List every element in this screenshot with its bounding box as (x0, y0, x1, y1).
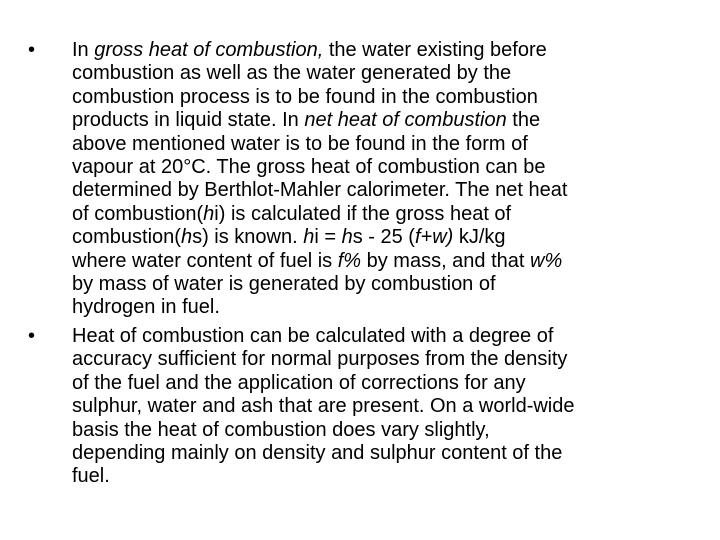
text-line (72, 372, 696, 395)
text-line (72, 203, 696, 226)
italic-text-run: h (341, 226, 353, 249)
bullet-item (28, 39, 696, 320)
text-line (72, 179, 696, 202)
text-run: by mass, and that (361, 249, 531, 272)
text-run: sulphur, water and ash that are present. On a world-wide (72, 395, 575, 418)
italic-text-run: net heat of combustion (304, 109, 507, 132)
text-line (72, 296, 696, 319)
text-run: of the fuel and the application of corrections for any (72, 371, 526, 394)
text-run: products in liquid state. In (72, 109, 305, 132)
text-run: hydrogen in fuel. (72, 296, 220, 319)
text-run: i) is calculated if the gross heat of (214, 202, 512, 225)
text-run: combustion process is to be found in the combustion (72, 85, 538, 108)
italic-text-run: h (180, 226, 193, 249)
italic-text-run: h (203, 202, 215, 225)
text-run: Heat of combustion can be calculated with a degree of (72, 324, 554, 347)
text-line (72, 465, 696, 488)
text-line (72, 133, 696, 156)
text-line (72, 109, 696, 132)
text-line (72, 442, 696, 465)
italic-text-run: h (303, 226, 315, 249)
text-run: where water content of fuel is (72, 249, 338, 272)
text-run: kJ/kg (453, 226, 506, 249)
text-run: accuracy sufficient for normal purposes from the density (72, 348, 568, 371)
text-line (72, 273, 696, 296)
text-line (72, 156, 696, 179)
text-line (72, 226, 696, 249)
text-run: basis the heat of combustion does vary slightly, (72, 418, 490, 441)
bullet-text (72, 39, 696, 320)
text-run: depending mainly on density and sulphur content of the (72, 441, 563, 464)
text-run: combustion( (72, 226, 181, 249)
text-run: fuel. (72, 465, 110, 488)
text-line (72, 348, 696, 371)
bullet-text (72, 325, 696, 489)
text-line (72, 250, 696, 273)
text-run: by mass of water is generated by combustion of (72, 273, 496, 296)
text-line (72, 86, 696, 109)
italic-text-run: f+w) (414, 226, 454, 249)
text-run: the water existing before (323, 39, 547, 61)
text-run: of combustion( (72, 202, 204, 225)
text-run: i = (314, 226, 342, 249)
text-run: s) is known. (192, 226, 304, 249)
text-line (72, 325, 696, 348)
italic-text-run: gross heat of combustion, (94, 39, 324, 61)
text-run: the (506, 109, 541, 132)
italic-text-run: w% (530, 249, 563, 272)
bullet-list (28, 39, 696, 489)
text-run: vapour at 20°C. The gross heat of combustion can be (72, 156, 546, 179)
text-line (72, 39, 696, 62)
bullet-item (28, 325, 696, 489)
text-line (72, 62, 696, 85)
text-run: above mentioned water is to be found in the form of (72, 132, 528, 155)
text-run: combustion as well as the water generated by the (72, 62, 512, 85)
text-run: determined by Berthlot-Mahler calorimeter. The net heat (72, 179, 568, 202)
text-run: In (72, 39, 95, 61)
bullet-marker: • (28, 324, 36, 347)
bullet-marker: • (28, 39, 36, 61)
italic-text-run: f% (337, 249, 362, 272)
text-line (72, 395, 696, 418)
text-run: s - 25 ( (352, 226, 415, 249)
text-line (72, 419, 696, 442)
